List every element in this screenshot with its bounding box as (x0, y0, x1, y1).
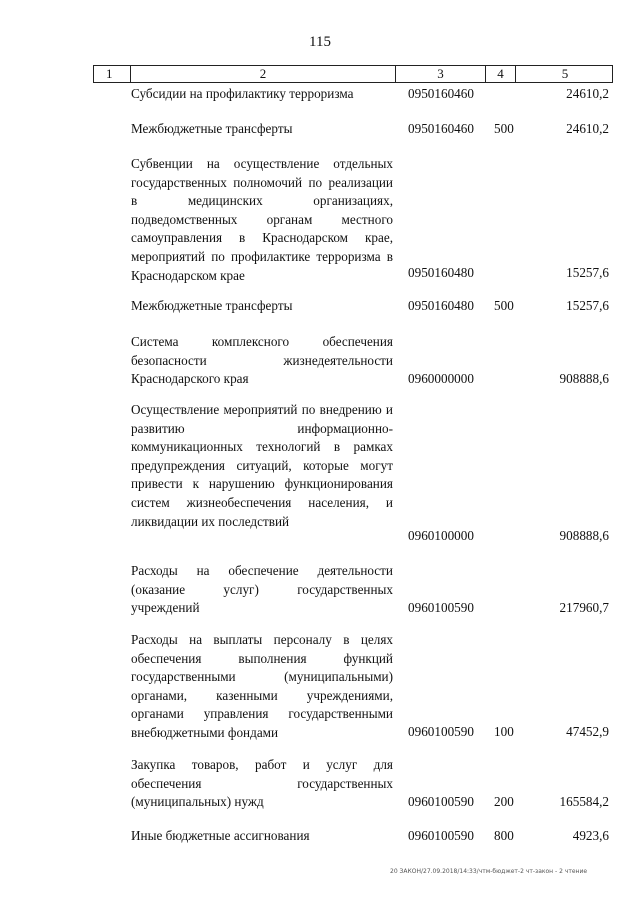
table-row (0, 827, 640, 846)
row-name: Расходы на обеспечение деятельности (оказание услуг) государственных учреждений (131, 563, 393, 616)
row-sum: 15257,6 (566, 265, 609, 281)
row-sum: 217960,7 (559, 600, 609, 616)
table-row (0, 333, 640, 389)
row-sum: 908888,6 (559, 528, 609, 544)
row-vr: 100 (494, 724, 514, 740)
row-code: 0950160480 (408, 265, 474, 281)
row-name: Межбюджетные трансферты (131, 121, 293, 136)
row-name: Межбюджетные трансферты (131, 298, 293, 313)
row-code: 0960000000 (408, 371, 474, 387)
row-vr: 200 (494, 794, 514, 810)
table-row (0, 85, 640, 104)
row-vr: 500 (494, 298, 514, 314)
row-sum: 15257,6 (566, 298, 609, 314)
row-name: Иные бюджетные ассигнования (131, 828, 310, 843)
row-code: 0960100590 (408, 794, 474, 810)
row-code: 0950160460 (408, 121, 474, 137)
row-sum: 165584,2 (559, 794, 609, 810)
header-col-1: 1 (94, 66, 131, 82)
row-name: Расходы на выплаты персоналу в целях обеспечения выполнения функций государственными (муниципальными) органами, казенными учреждениями, органами управления государственными внебюджетными фондами (131, 632, 393, 740)
row-name: Субсидии на профилактику терроризма (131, 86, 354, 101)
header-col-5: 5 (561, 66, 569, 81)
row-code: 0950160480 (408, 298, 474, 314)
row-name: Субвенции на осуществление отдельных государственных полномочий по реализации в медицинских организациях, подведомственных органам местного самоуправления в Краснодарском крае, мероприятий по профилактике терроризма в Краснодарском крае (131, 156, 393, 283)
row-name: Осуществление мероприятий по внедрению и развитию информационно-коммуникационных технологий в рамках предупреждения ситуаций, которые могут привести к нарушению функционирования систем жизнеобеспечения населения, и ликвидации их последствий (131, 402, 393, 529)
header-col-4: 4 (486, 66, 516, 82)
row-vr: 800 (494, 828, 514, 844)
row-sum: 908888,6 (559, 371, 609, 387)
table-row (0, 631, 640, 742)
document-footer: 20 ЗАКОН/27.09.2018/14:33/чтм-бюджет-2 чт-закон - 2 чтение (390, 868, 588, 875)
row-vr: 500 (494, 121, 514, 137)
table-row (0, 155, 640, 283)
row-code: 0960100590 (408, 600, 474, 616)
table-row (0, 120, 640, 139)
row-sum: 24610,2 (566, 86, 609, 102)
row-code: 0960100590 (408, 828, 474, 844)
table-row (0, 562, 640, 618)
header-col-2: 2 (131, 66, 396, 82)
page-number: 115 (309, 34, 331, 50)
row-name: Система комплексного обеспечения безопасности жизнедеятельности Краснодарского края (131, 334, 393, 387)
row-code: 0960100000 (408, 528, 474, 544)
table-row (0, 297, 640, 316)
table-row (0, 401, 640, 546)
header-col-3: 3 (396, 66, 486, 82)
row-sum: 4923,6 (572, 828, 609, 844)
table-row (0, 756, 640, 812)
row-code: 0950160460 (408, 86, 474, 102)
table-header (93, 65, 613, 83)
row-sum: 47452,9 (566, 724, 609, 740)
row-name: Закупка товаров, работ и услуг для обеспечения государственных (муниципальных) нужд (131, 757, 393, 810)
row-sum: 24610,2 (566, 121, 609, 137)
row-code: 0960100590 (408, 724, 474, 740)
